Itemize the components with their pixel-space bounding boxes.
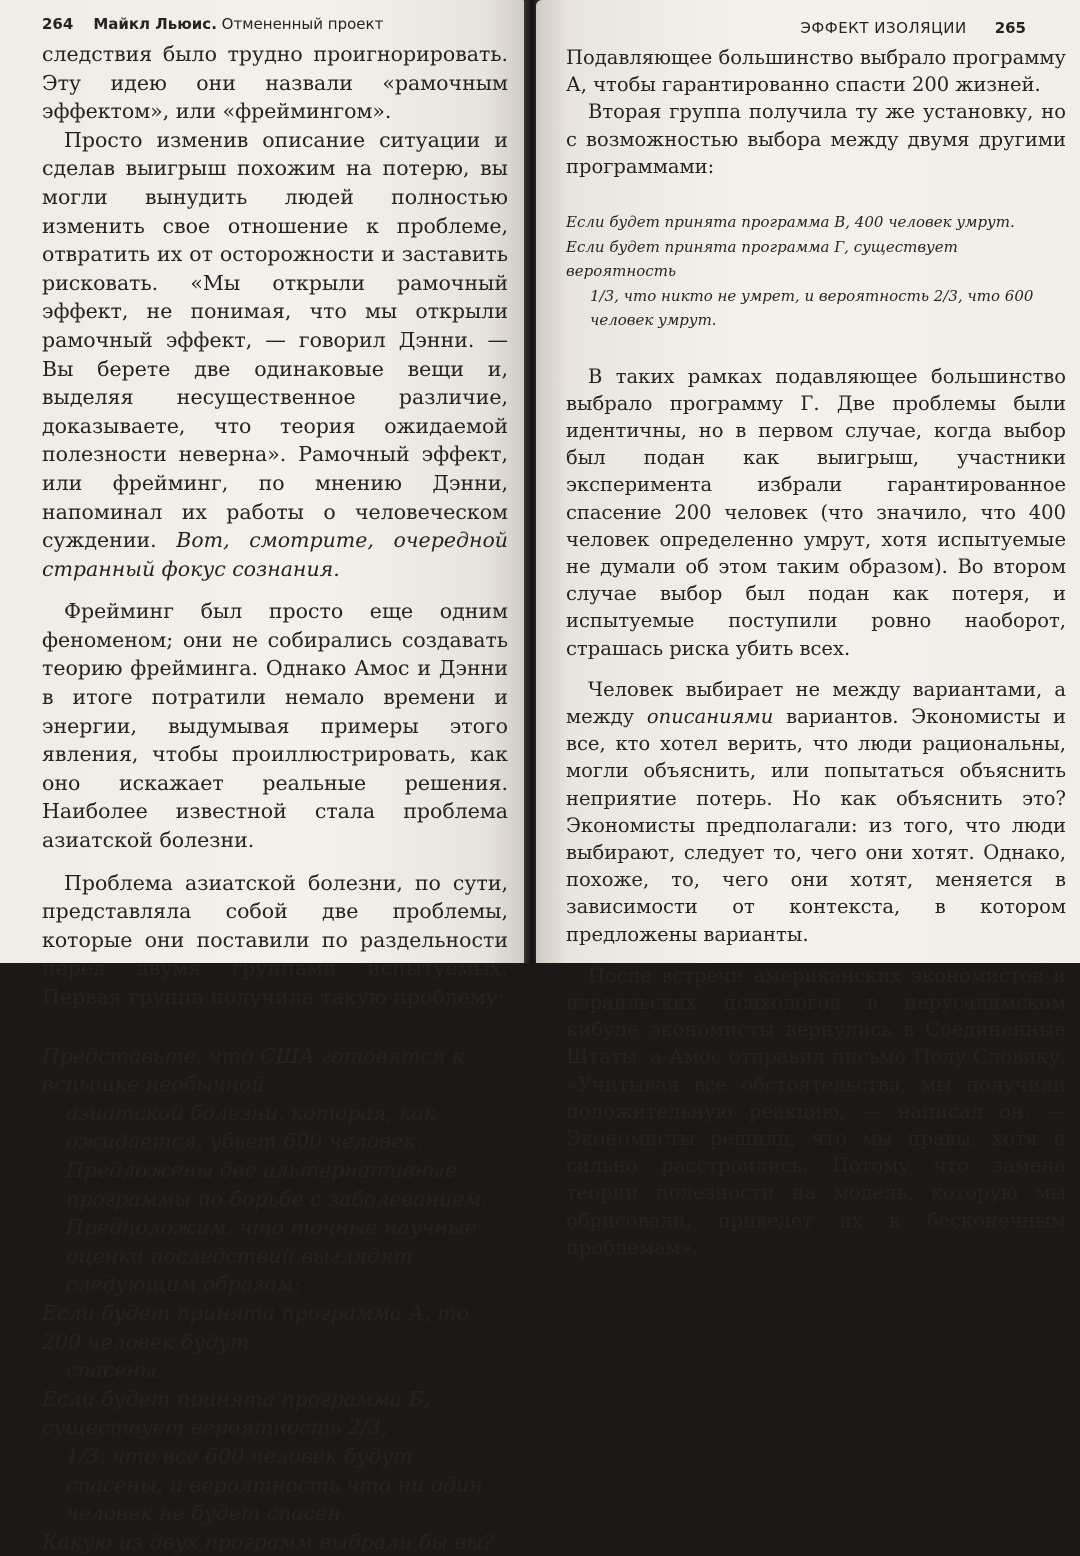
quote-option-a-continued: спасены. [66, 1358, 164, 1383]
quote-option-g: Если будет принята программа Г, существует вероятность [566, 237, 958, 281]
right-running-header [566, 18, 1066, 38]
paragraph-text: Человек выбирает не между вариантами, а между [566, 677, 1066, 728]
quote-option-v: Если будет принята программа В, 400 человек умрут. [566, 213, 1015, 232]
paragraph: Подавляющее большинство выбрало программу А, чтобы гарантированно спасти 200 жизней. [566, 46, 1066, 97]
quote-intro-continued: азиатской болезни, которая, как ожидается, убьет 600 человек. Предложены две альтернативные программы по борьбе с заболеванием. Предположим, что точные научные оценки последствий выглядят следующим образом: [66, 1100, 488, 1297]
running-header-author: Майкл Льюис. [93, 15, 217, 33]
paragraph: Вторая группа получила ту же установку, но с возможностью выбора между двумя другими программами: [566, 100, 1066, 178]
spacer [566, 180, 1066, 210]
left-page-number: 264 [42, 15, 74, 33]
right-page-number: 265 [994, 19, 1026, 37]
left-page [0, 0, 528, 1554]
paragraph-text: Просто изменив описание ситуации и сделав выигрыш похожим на потерю, вы могли вынудить людей полностью изменить свое отношение к проблеме, отвратить их от осторожности и заставить рисковать. «Мы открыли рамочный эффект, не понимая, что мы открыли рамочный эффект, — говорил Дэнни. — Вы берете две одинаковые вещи и, выделяя несущественное различие, доказываете, что теория ожидаемой полезности неверна». Рамочный эффект, или фрейминг, по мнению Дэнни, напоминал их работы о человеческом суждении. [42, 127, 508, 553]
paragraph-italic-text: Вот, смотрите, очередной странный фокус сознания. [42, 528, 508, 581]
quote-option-b: Если будет принята программа Б, существует вероятность 2/3, [42, 1386, 431, 1440]
paragraph-italic-text: описаниями [646, 704, 774, 728]
quote-option-a: Если будет принята программа А, то 200 человек будут [42, 1300, 469, 1354]
quote-intro: Представьте, что США готовятся к вспышке необычной [42, 1043, 465, 1097]
running-header-book-title: Отмененный проект [221, 15, 384, 33]
paragraph-text: вариантов. Экономисты и все, кто хотел верить, что люди рациональны, могли объяснить, или попытаться объяснить неприятие потерь. Но как объяснить это? Экономисты предполагали: из того, что люди выбирают, следует то, чего они хотят. Однако, похоже, то, чего они хотят, меняется в зависимости от контекста, в котором предложены варианты. [566, 704, 1066, 946]
quote-question: Какую из двух программ выбрали бы вы? [42, 1529, 495, 1554]
quote-option-g-continued: 1/3, что никто не умрет, и вероятность 2/3, что 600 человек умрут. [590, 286, 1034, 330]
paragraph: В таких рамках подавляющее большинство выбрало программу Г. Две проблемы были идентичны, но в первом случае, когда выбор был подан как выигрыш, участники эксперимента избрали гарантированное спасение 200 человек (что значило, что 400 человек определенно умрут, хотя испытуемые не думали об этом таким образом). Во втором случае выбор был подан как потеря, и испытуемые поступили ровно наоборот, страшась риска убить всех. [566, 364, 1066, 660]
quote-option-b-continued: 1/3, что все 600 человек будут спасены, и вероятность что ни один человек не будет спасен. [66, 1443, 483, 1526]
spacer [566, 333, 1066, 363]
paragraph [566, 676, 1066, 948]
running-header-chapter-title: ЭФФЕКТ ИЗОЛЯЦИИ [800, 19, 967, 37]
right-page [536, 0, 1080, 1259]
paragraph: После встречи американских экономистов и израильских психологов в иерусалимском кибуце экономисты вернулись в Соединенные Штаты, а Амос отправил письмо Полу Словику. «Учитывая все обстоятельства, мы получили положительную реакцию, — написал он. — Экономисты решили, что мы правы, хотя и сильно расстроились. Потому что замена теории полезности на модель, которую мы обрисовали, приведет их к бесконечным проблемам». [566, 963, 1066, 1259]
paragraph: Фрейминг был просто еще одним феноменом; они не собирались создавать теорию фрейминга. Однако Амос и Дэнни в итоге потратили немало времени и энергии, выдумывая примеры этого явления, чтобы проиллюстрировать, как оно искажает реальные решения. Наиболее известной стала проблема азиатской болезни. [42, 599, 508, 853]
spacer [42, 1012, 508, 1042]
paragraph [42, 126, 508, 584]
left-running-header [42, 14, 508, 34]
paragraph: Проблема азиатской болезни, по сути, представляла собой две проблемы, которые они поставили по раздельности перед двумя группами испытуемых. Первая группа получила такую проблему: [42, 870, 508, 1009]
paragraph: следствия было трудно проигнорировать. Эту идею они назвали «рамочным эффектом», или «фреймингом». [42, 42, 508, 124]
